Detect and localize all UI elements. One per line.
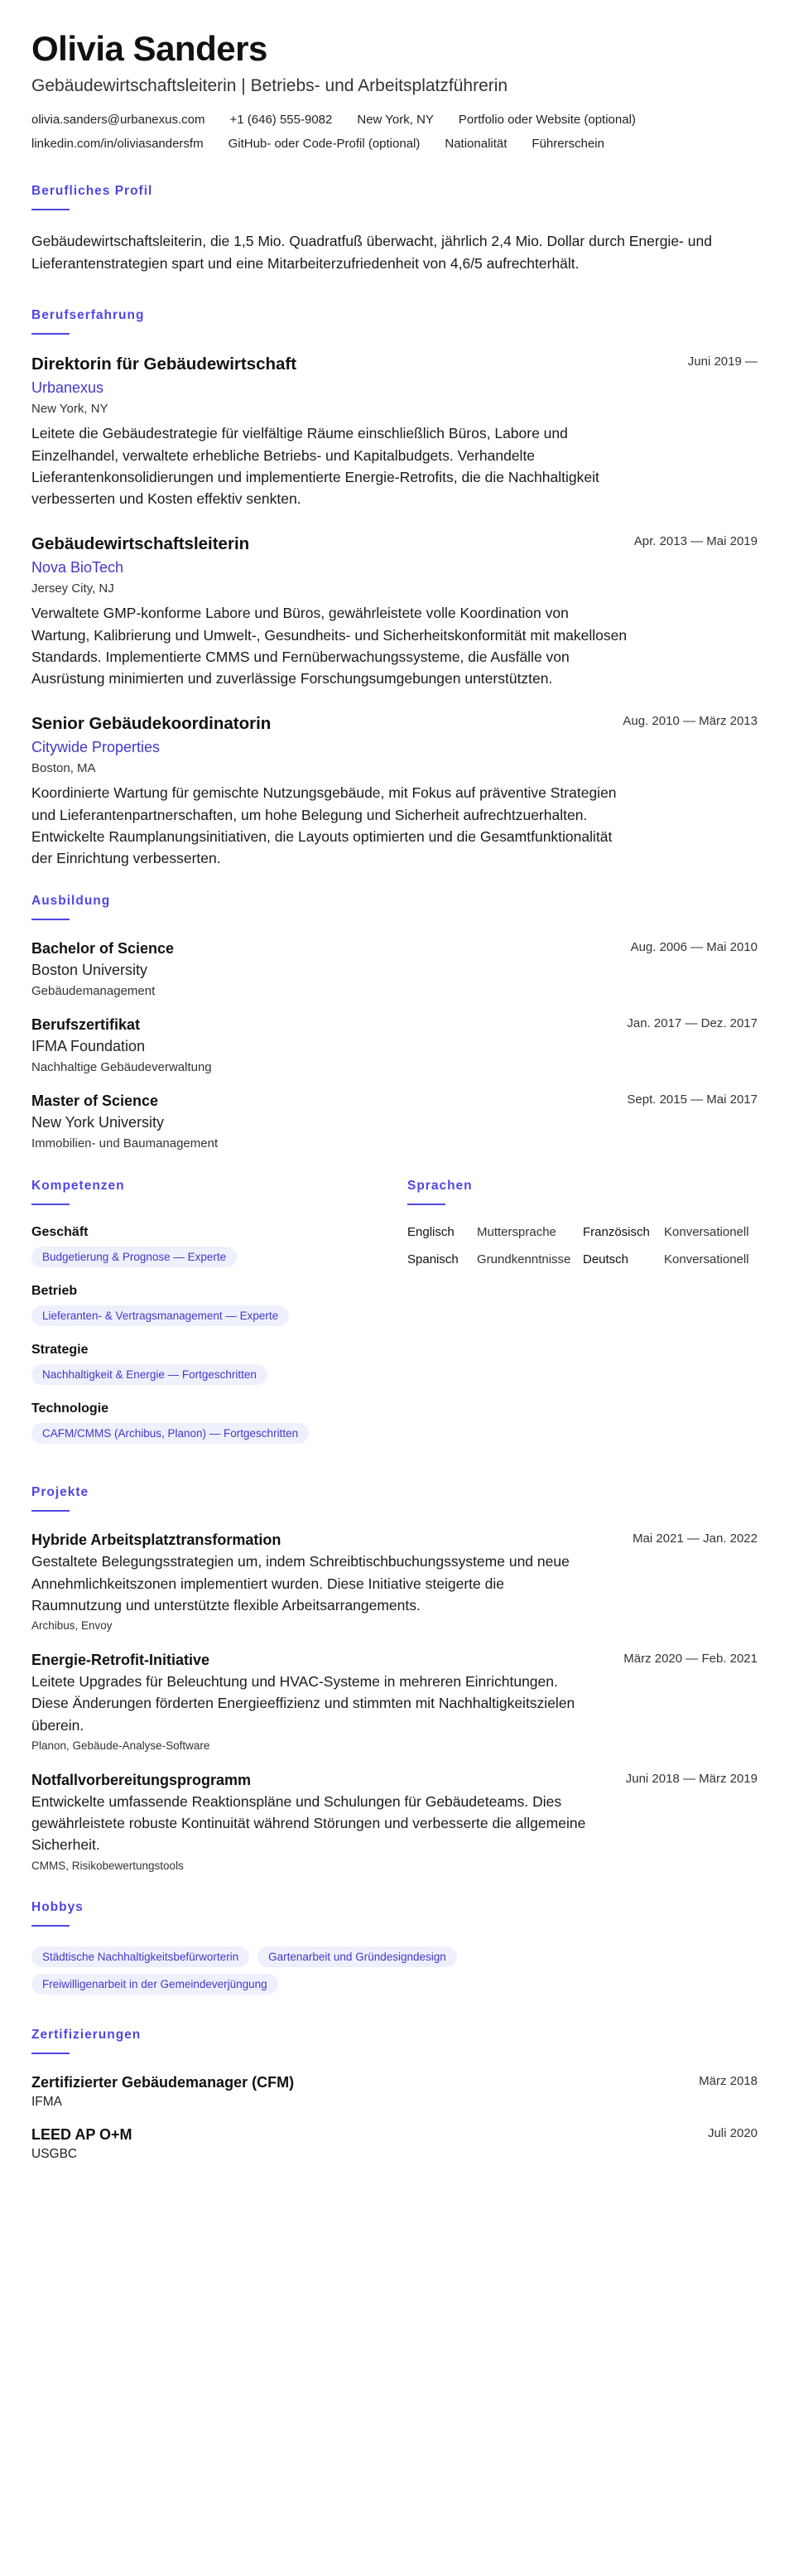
- job-dates: Apr. 2013 — Mai 2019: [633, 534, 758, 549]
- certification-issuer: IFMA: [31, 2094, 63, 2109]
- job-description: Verwaltete GMP-konforme Labore und Büros, gewährleistete volle Koordination von Wartung, Kalibrierung und Umwelt-, Gesundheits- und Sicherheitskonformität mit makellosen Standards. Implementierte CMMS und Fernüberwachungssysteme, die Ausfälle von Ausrüstung minimierten und zuverlässige Forschungsumgebungen unterstützten.: [31, 605, 628, 687]
- experience-section: [31, 308, 758, 869]
- skills-section: [31, 1179, 407, 1460]
- contact-list: [31, 113, 760, 151]
- section-divider: [31, 1925, 70, 1927]
- section-divider: [31, 2053, 70, 2054]
- job-title: Gebäudewirtschaftsleiterin: [31, 534, 250, 554]
- experience-item: [31, 714, 758, 869]
- language-name: Spanisch: [407, 1252, 459, 1267]
- section-divider: [31, 919, 70, 920]
- language-level: Konversationell: [664, 1225, 749, 1240]
- job-dates: Aug. 2010 — März 2013: [623, 714, 758, 729]
- candidate-name: Olivia Sanders: [31, 29, 267, 68]
- language-name: Englisch: [407, 1225, 455, 1240]
- section-title: Kompetenzen: [31, 1179, 125, 1194]
- skill-category: Technologie: [31, 1401, 109, 1416]
- projects-section: [31, 1485, 758, 1871]
- project-dates: Mai 2021 — Jan. 2022: [633, 1532, 758, 1546]
- project-description: Entwickelte umfassende Reaktionspläne und Schulungen für Gebäudeteams. Dies gewährleistete robuste Kontinuität während Störungen und verbesserte die allgemeine Sicherheit.: [31, 1792, 586, 1854]
- section-divider: [31, 1204, 70, 1205]
- skill-group: [31, 1343, 407, 1385]
- school-name: IFMA Foundation: [31, 1038, 146, 1055]
- project-title: Hybride Arbeitsplatztransformation: [31, 1532, 281, 1549]
- project-title: Energie-Retrofit-Initiative: [31, 1652, 210, 1669]
- project-tech: Archibus, Envoy: [31, 1619, 113, 1633]
- section-divider: [407, 1204, 445, 1205]
- degree-title: Master of Science: [31, 1093, 159, 1110]
- job-location: New York, NY: [31, 402, 108, 417]
- project-description: Gestaltete Belegungsstrategien um, indem Schreibtischbuchungssysteme und neue Annehmlichkeitszonen implementiert wurden. Diese Initiative steigerte die Raumnutzung und unterstützte flexible Arbeitsarrangements.: [31, 1553, 570, 1614]
- education-item: [31, 1016, 758, 1074]
- project-tech: CMMS, Risikobewertungstools: [31, 1859, 184, 1872]
- certification-date: März 2018: [699, 2073, 758, 2088]
- job-dates: Juni 2019 —: [687, 355, 758, 369]
- hobbies-section: [31, 1900, 758, 1995]
- degree-title: Berufszertifikat: [31, 1016, 141, 1034]
- language-level: Konversationell: [664, 1252, 749, 1267]
- section-title: Berufliches Profil: [31, 184, 153, 199]
- school-name: Boston University: [31, 962, 148, 979]
- skills-languages-row: [31, 1179, 758, 1460]
- education-item: [31, 1093, 758, 1151]
- certification-item: [31, 2126, 758, 2162]
- certification-date: Juli 2020: [707, 2125, 758, 2140]
- language-level: Muttersprache: [477, 1225, 556, 1240]
- project-dates: März 2020 — Feb. 2021: [623, 1652, 758, 1667]
- skill-group: [31, 1401, 407, 1444]
- study-field: Gebäudemanagement: [31, 984, 156, 999]
- candidate-headline: Gebäudewirtschaftsleiterin | Betriebs- und Arbeitsplatzführerin: [31, 76, 508, 96]
- profile-section: [31, 184, 758, 275]
- section-title: Sprachen: [407, 1179, 473, 1194]
- language-level: Grundkenntnisse: [477, 1252, 571, 1267]
- languages-section: [407, 1179, 758, 1460]
- certification-title: Zertifizierter Gebäudemanager (CFM): [31, 2073, 295, 2091]
- hobby-pill: Gartenarbeit und Gründesigndesign: [257, 1946, 457, 1967]
- skill-pill: Budgetierung & Prognose — Experte: [31, 1247, 237, 1267]
- skill-pill: Nachhaltigkeit & Energie — Fortgeschritten: [31, 1364, 267, 1385]
- experience-item: [31, 355, 758, 509]
- section-title: Ausbildung: [31, 894, 111, 909]
- education-dates: Jan. 2017 — Dez. 2017: [627, 1016, 758, 1031]
- skill-group: [31, 1225, 407, 1267]
- project-item: [31, 1772, 758, 1872]
- education-dates: Sept. 2015 — Mai 2017: [627, 1093, 758, 1107]
- certification-item: [31, 2074, 758, 2110]
- section-title: Berufserfahrung: [31, 308, 145, 323]
- contact-portfolio[interactable]: Portfolio oder Website (optional): [458, 113, 636, 128]
- project-tech: Planon, Gebäude-Analyse-Software: [31, 1739, 210, 1752]
- job-location: Jersey City, NJ: [31, 581, 114, 596]
- skill-category: Betrieb: [31, 1284, 78, 1299]
- section-title: Hobbys: [31, 1899, 84, 1914]
- section-title: Projekte: [31, 1485, 89, 1500]
- study-field: Nachhaltige Gebäudeverwaltung: [31, 1060, 212, 1075]
- contact-linkedin[interactable]: linkedin.com/in/oliviasandersfm: [31, 137, 204, 152]
- profile-summary: Gebäudewirtschaftsleiterin, die 1,5 Mio. Quadratfuß überwacht, jährlich 2,4 Mio. Dollar durch Energie- und Lieferantenstrategien spart und eine Mitarbeiterzufriedenheit von 4,6/5 aufrechterhält.: [31, 233, 712, 273]
- section-divider: [31, 209, 70, 210]
- section-divider: [31, 333, 70, 335]
- contact-github[interactable]: GitHub- oder Code-Profil (optional): [228, 137, 421, 152]
- job-description: Leitete die Gebäudestrategie für vielfältige Räume einschließlich Büros, Labore und Einzelhandel, verwaltete erhebliche Betriebs- und Kapitalbudgets. Verhandelte Lieferantenkonsolidierungen und implementierte Energie-Retrofits, die die Nachhaltigkeit verbesserten und Kosten effektiv senkten.: [31, 425, 599, 508]
- project-title: Notfallvorbereitungsprogramm: [31, 1771, 252, 1788]
- section-title: Zertifizierungen: [31, 2027, 142, 2042]
- contact-location: New York, NY: [357, 113, 434, 128]
- resume-header: [31, 30, 758, 151]
- experience-item: [31, 534, 758, 689]
- job-title: Direktorin für Gebäudewirtschaft: [31, 355, 297, 374]
- skill-pill: CAFM/CMMS (Archibus, Planon) — Fortgeschritten: [31, 1423, 309, 1444]
- company-name: Urbanexus: [31, 379, 104, 397]
- project-dates: Juni 2018 — März 2019: [625, 1771, 758, 1786]
- language-name: Französisch: [583, 1225, 650, 1240]
- job-location: Boston, MA: [31, 761, 96, 776]
- language-list: [407, 1225, 758, 1266]
- certifications-section: [31, 2028, 758, 2162]
- company-name: Citywide Properties: [31, 739, 161, 756]
- section-divider: [31, 1510, 70, 1512]
- company-name: Nova BioTech: [31, 559, 124, 576]
- contact-nationality: Nationalität: [445, 137, 508, 152]
- certification-title: LEED AP O+M: [31, 2125, 132, 2143]
- study-field: Immobilien- und Baumanagement: [31, 1136, 219, 1151]
- project-item: [31, 1652, 758, 1752]
- project-description: Leitete Upgrades für Beleuchtung und HVAC-Systeme in mehreren Einrichtungen. Diese Änderungen förderten Energieeffizienz und stimmten mit Nachhaltigkeitszielen überein.: [31, 1673, 575, 1734]
- contact-phone[interactable]: +1 (646) 555-9082: [229, 113, 333, 128]
- language-name: Deutsch: [583, 1252, 629, 1267]
- job-title: Senior Gebäudekoordinatorin: [31, 714, 272, 734]
- contact-drivers-license: Führerschein: [532, 137, 604, 152]
- hobby-pill: Freiwilligenarbeit in der Gemeindeverjüngung: [31, 1974, 278, 1995]
- contact-email[interactable]: olivia.sanders@urbanexus.com: [31, 113, 205, 128]
- skill-category: Strategie: [31, 1343, 89, 1358]
- school-name: New York University: [31, 1114, 165, 1131]
- degree-title: Bachelor of Science: [31, 940, 175, 958]
- hobby-list: [31, 1946, 611, 1995]
- skill-pill: Lieferanten- & Vertragsmanagement — Experte: [31, 1305, 289, 1326]
- education-section: [31, 894, 758, 1151]
- education-dates: Aug. 2006 — Mai 2010: [630, 940, 758, 955]
- hobby-pill: Städtische Nachhaltigkeitsbefürworterin: [31, 1946, 249, 1967]
- skill-group: [31, 1284, 407, 1326]
- skill-category: Geschäft: [31, 1225, 89, 1240]
- project-item: [31, 1532, 758, 1632]
- job-description: Koordinierte Wartung für gemischte Nutzungsgebäude, mit Fokus auf präventive Strategien und Lieferantenpartnerschaften, um hohe Belegung und Sicherheit aufrechtzuerhalten. Entwickelte Raumplanungsinitiativen, die Layouts optimierten und die Gesamtfunktionalität der Einrichtung verbesserten.: [31, 784, 617, 867]
- certification-issuer: USGBC: [31, 2146, 78, 2161]
- education-item: [31, 940, 758, 998]
